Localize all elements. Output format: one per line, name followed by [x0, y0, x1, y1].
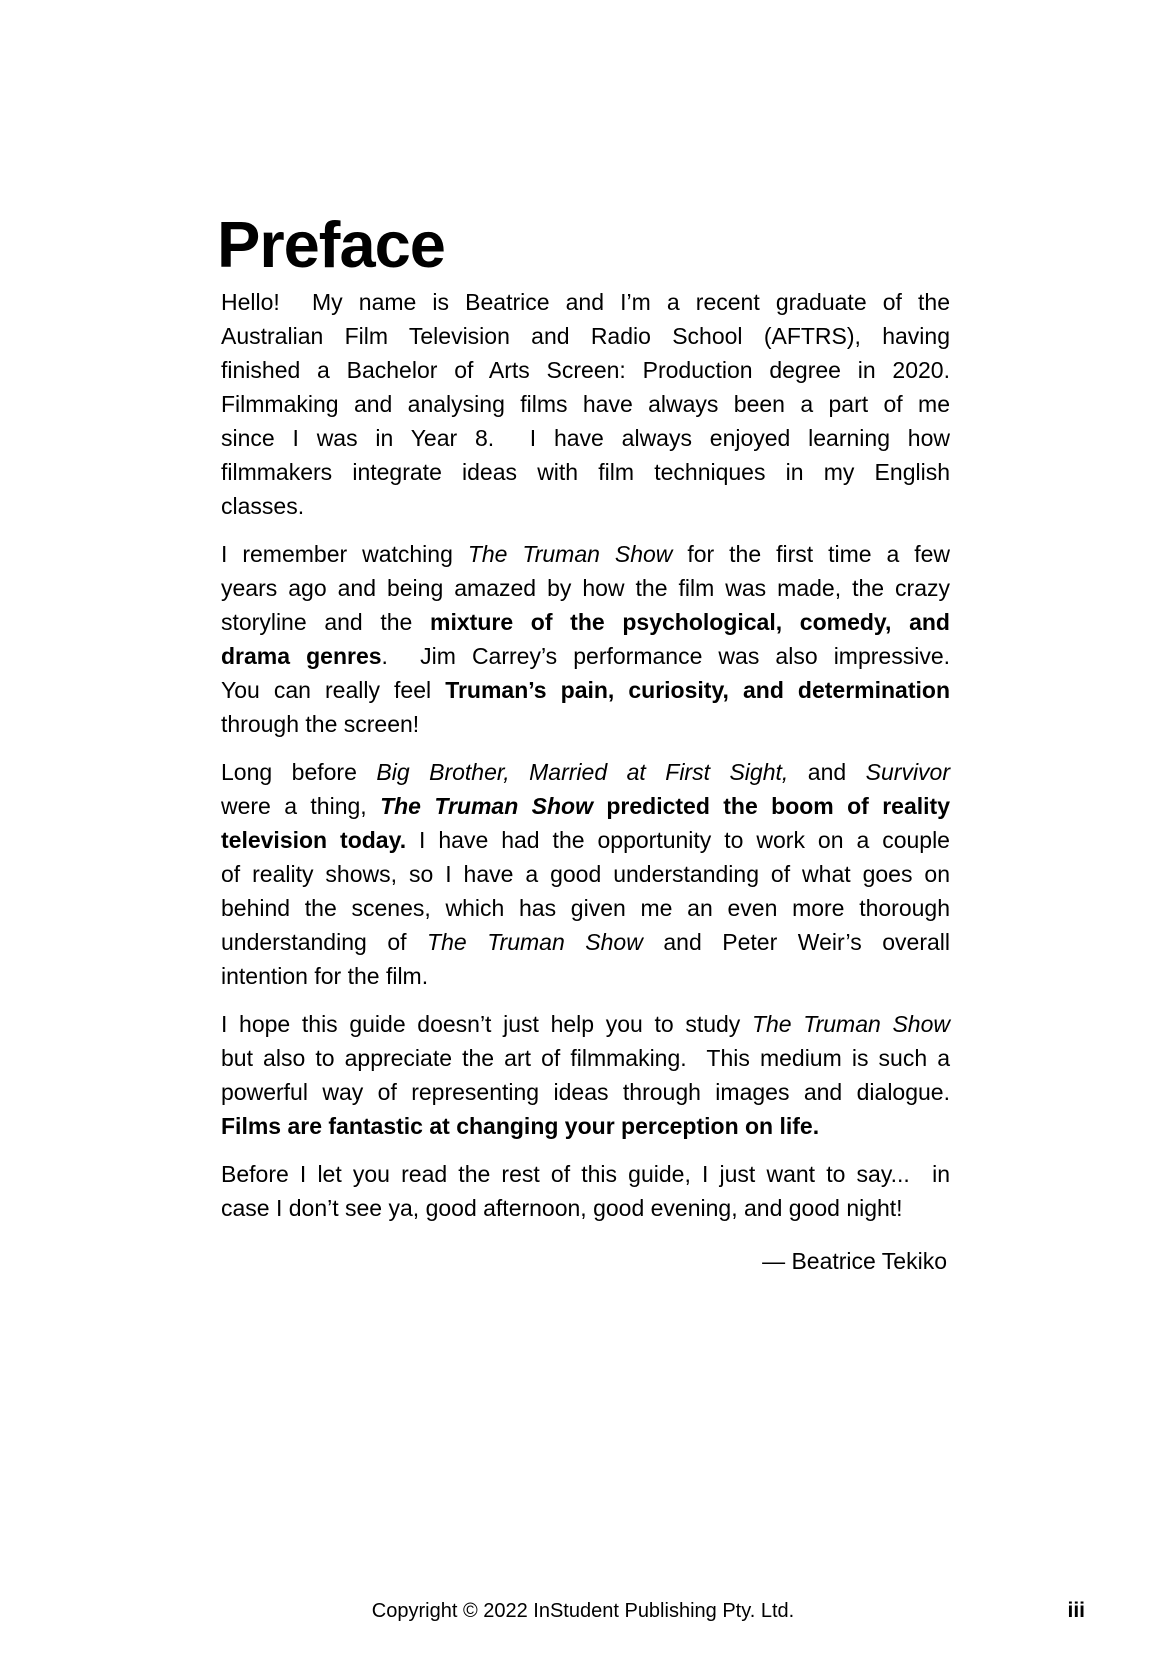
text-line [221, 1109, 950, 1143]
text-segment: of reality shows, so I have a good understanding of what goes on [221, 861, 950, 887]
text-segment: powerful way of representing ideas through images and dialogue. [221, 1079, 950, 1105]
author-signature: — Beatrice Tekiko [762, 1248, 947, 1274]
paragraph [221, 285, 950, 523]
text-segment: Big Brother, Married at First Sight, [376, 759, 789, 785]
text-segment: drama genres [221, 643, 382, 669]
text-line [221, 1007, 950, 1041]
text-segment: I hope this guide doesn’t just help you to study [221, 1011, 752, 1037]
text-segment: Filmmaking and analysing films have always been a part of me [221, 391, 950, 417]
text-segment: The Truman Show [467, 541, 673, 567]
text-segment: Films are fantastic at changing your perception on life. [221, 1113, 820, 1139]
text-segment: mixture of the psychological, comedy, and [430, 609, 950, 635]
paragraph [221, 1157, 950, 1225]
text-segment: behind the scenes, which has given me an even more thorough [221, 895, 950, 921]
text-segment: The Truman Show [427, 929, 643, 955]
text-segment: The Truman Show [751, 1011, 950, 1037]
page-number: iii [1067, 1599, 1085, 1622]
copyright-text: Copyright © 2022 InStudent Publishing Pty. Ltd. [371, 1600, 795, 1622]
text-segment: since I was in Year 8. I have always enjoyed learning how [221, 425, 950, 451]
text-segment: and [788, 759, 866, 785]
text-segment: Before I let you read the rest of this guide, I just want to say... in [221, 1161, 950, 1187]
text-line [221, 673, 950, 707]
text-segment: The Truman Show [380, 793, 593, 819]
text-segment: You can really feel [221, 677, 446, 703]
text-segment: Hello! My name is Beatrice and I’m a recent graduate of the [221, 289, 950, 315]
text-line [221, 1041, 950, 1075]
text-segment: through the screen! [221, 711, 420, 737]
text-segment: but also to appreciate the art of filmmaking. This medium is such a [221, 1045, 950, 1071]
text-line [221, 891, 950, 925]
paragraph [221, 537, 950, 741]
text-segment: Truman’s pain, curiosity, and determination [445, 677, 950, 703]
text-segment: for the first time a few [672, 541, 951, 567]
text-line [221, 455, 950, 489]
text-segment: were a thing, [221, 793, 381, 819]
text-segment: Long before [221, 759, 377, 785]
text-segment: Australian Film Television and Radio School (AFTRS), having [221, 323, 950, 349]
text-line [221, 571, 950, 605]
text-line [221, 1075, 950, 1109]
text-line [221, 387, 950, 421]
text-line [221, 353, 950, 387]
text-line [221, 1191, 950, 1225]
text-segment: finished a Bachelor of Arts Screen: Production degree in 2020. [221, 357, 950, 383]
preface-body [221, 285, 950, 1239]
text-line [221, 925, 950, 959]
text-segment: classes. [221, 493, 305, 519]
text-segment: years ago and being amazed by how the film was made, the crazy [221, 575, 950, 601]
text-line [221, 319, 950, 353]
text-line [221, 537, 950, 571]
text-segment: I have had the opportunity to work on a couple [406, 827, 950, 853]
text-line [221, 285, 950, 319]
page-footer [0, 1598, 1166, 1624]
text-segment: . Jim Carrey’s performance was also impressive. [381, 643, 950, 669]
chapter-title: Preface [217, 208, 445, 281]
paragraph [221, 755, 950, 993]
text-line [221, 489, 950, 523]
text-segment: understanding of [221, 929, 428, 955]
text-segment: television today. [221, 827, 407, 853]
text-segment: filmmakers integrate ideas with film techniques in my English [221, 459, 950, 485]
text-line [221, 605, 950, 639]
paragraph [221, 1007, 950, 1143]
text-segment: predicted the boom of reality [592, 793, 950, 819]
text-line [221, 857, 950, 891]
text-line [221, 823, 950, 857]
text-segment: intention for the film. [221, 963, 429, 989]
text-segment: case I don’t see ya, good afternoon, good evening, and good night! [221, 1195, 903, 1221]
text-line [221, 1157, 950, 1191]
text-line [221, 789, 950, 823]
text-line [221, 639, 950, 673]
text-line [221, 707, 950, 741]
text-segment: and Peter Weir’s overall [642, 929, 950, 955]
text-segment: Survivor [865, 759, 951, 785]
text-line [221, 959, 950, 993]
text-segment: I remember watching [221, 541, 468, 567]
text-line [221, 755, 950, 789]
text-segment: storyline and the [221, 609, 431, 635]
text-line [221, 421, 950, 455]
